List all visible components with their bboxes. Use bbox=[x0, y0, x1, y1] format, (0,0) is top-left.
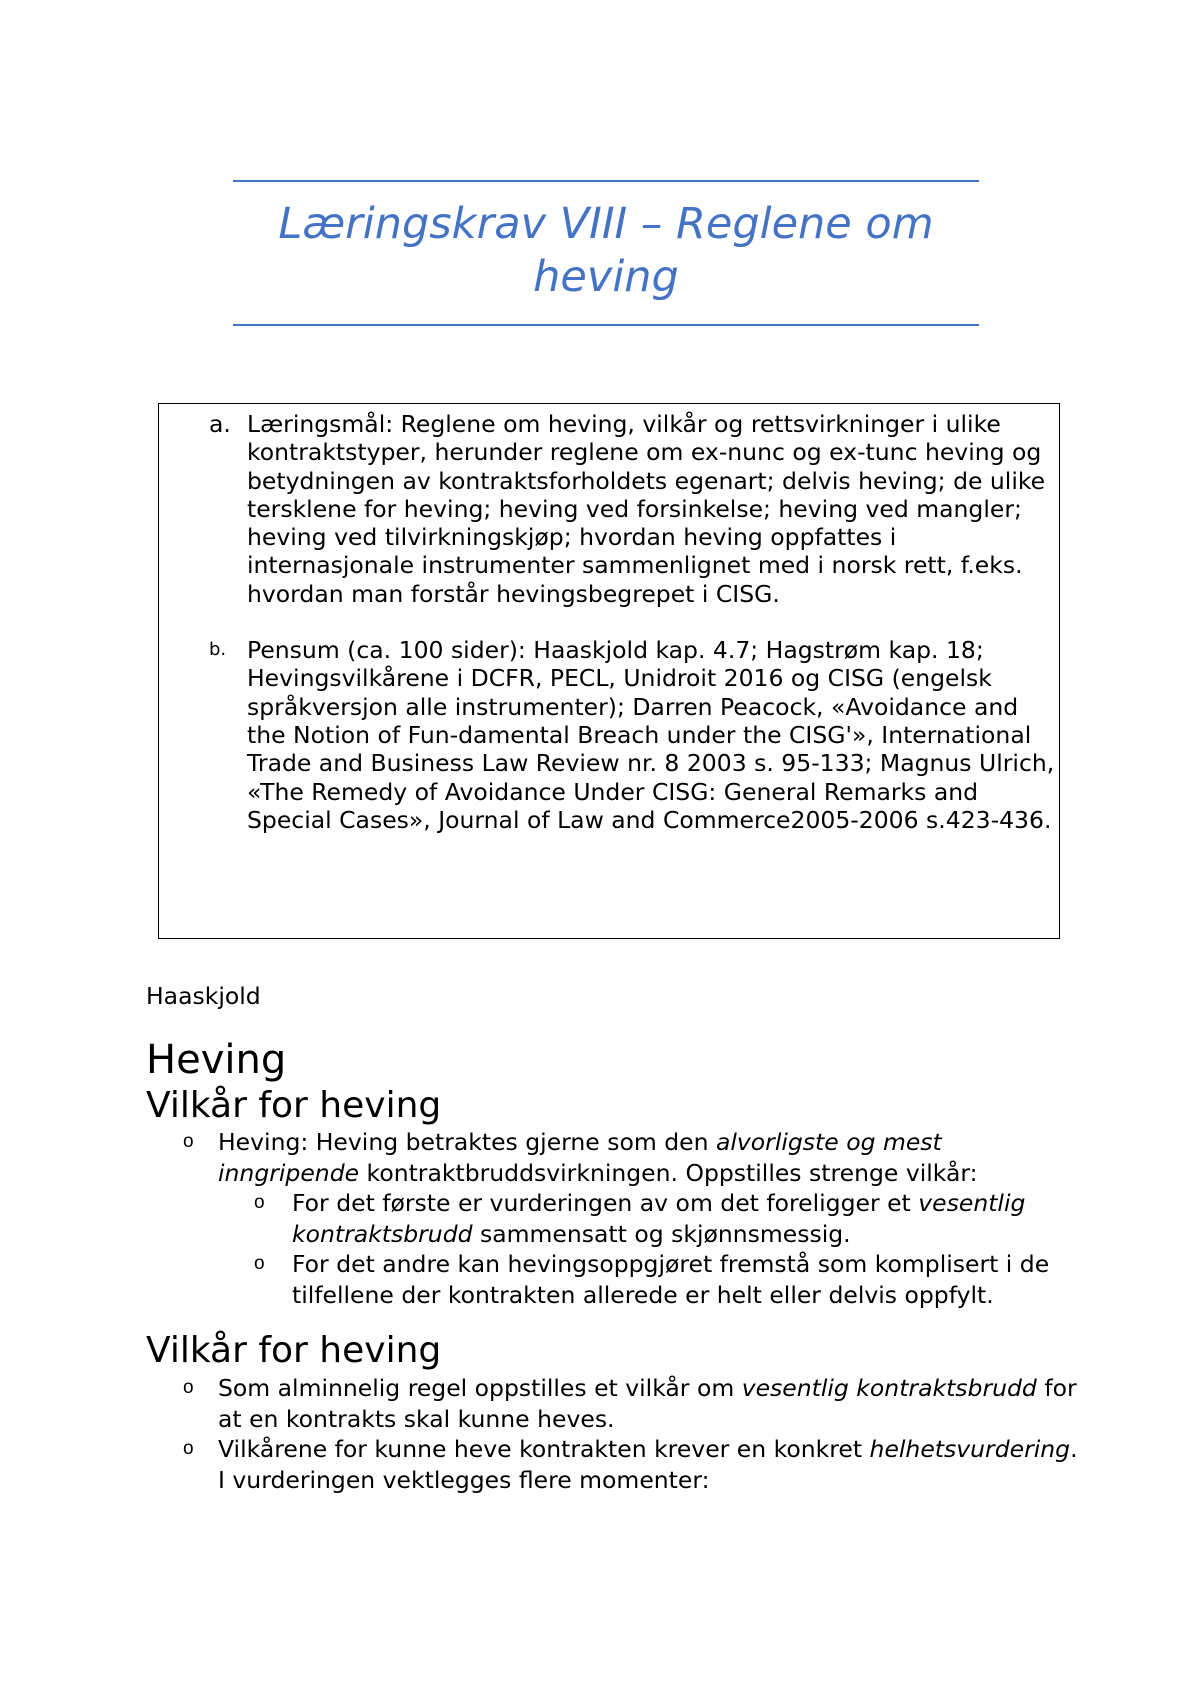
item-text: For det første er vurderingen av om det foreligger et bbox=[292, 1189, 919, 1217]
item-text: kontraktbruddsvirkningen. Oppstilles strenge vilkår: bbox=[359, 1158, 978, 1187]
item-text: . I vurderingen vektlegges flere momenter: bbox=[218, 1435, 1078, 1494]
item-emphasis: vesentlig kontraktsbrudd bbox=[741, 1374, 1037, 1402]
learning-goals-list bbox=[209, 410, 1059, 834]
goal-marker: a. bbox=[209, 410, 231, 438]
heading-heving: Heving bbox=[146, 1037, 287, 1083]
list-item bbox=[183, 1127, 1083, 1310]
goal-marker: b. bbox=[209, 639, 227, 661]
bullet-circle-icon: o bbox=[254, 1253, 265, 1274]
list-item bbox=[254, 1249, 1083, 1310]
item-text: Vilkårene for kunne heve kontrakten krever en konkret bbox=[218, 1435, 870, 1463]
item-emphasis: helhetsvurdering bbox=[869, 1435, 1071, 1463]
goal-text: Pensum (ca. 100 sider): Haaskjold kap. 4.7; Hagstrøm kap. 18; Hevingsvilkårene i DCFR, PECL, Unidroit 2016 og CISG (engelsk språkversjon alle instrumenter); Darren Peacock, «Avoidance and the Notion of Fun-damental Breach under the CISG'», International Trade and Business Law Review nr. 8 2003 s. 95-133; Magnus Ulrich, «The Remedy of Avoidance Under CISG: General Remarks and Special Cases», Journal of Law and Commerce2005-2006 s.423-436. bbox=[247, 636, 1055, 834]
item-emphasis: vesentlig kontraktsbrudd bbox=[292, 1189, 1026, 1248]
item-text: sammensatt og skjønnsmessig. bbox=[472, 1219, 851, 1248]
document-title: Læringskrav VIII – Reglene om heving bbox=[278, 199, 934, 302]
section-label: Haaskjold bbox=[146, 982, 261, 1010]
bullet-circle-icon: o bbox=[254, 1192, 265, 1213]
item-text: Heving: Heving betraktes gjerne som den bbox=[218, 1128, 716, 1156]
goal-text: Læringsmål: Reglene om heving, vilkår og rettsvirkninger i ulike kontraktstyper, herunder reglene om ex-nunc og ex-tunc heving og betydningen av kontraktsforholdets egenart; delvis heving; de ulike tersklene for heving; heving ved forsinkelse; heving ved mangler; heving ved tilvirkningskjøp; hvordan heving oppfattes i internasjonale instrumenter sammenlignet med i norsk rett, f.eks. hvordan man forstår hevingsbegrepet i CISG. bbox=[247, 410, 1046, 608]
item-text: Som alminnelig regel oppstilles et vilkår om bbox=[218, 1374, 742, 1402]
bullet-circle-icon: o bbox=[183, 1438, 194, 1459]
item-text: For det andre kan hevingsoppgjøret fremstå som komplisert i de tilfellene der kontrakten allerede er helt eller delvis oppfylt. bbox=[292, 1250, 1050, 1309]
item-text: for at en kontrakts skal kunne heves. bbox=[218, 1374, 1077, 1433]
bullet-list bbox=[183, 1127, 1083, 1310]
item-emphasis: alvorligste og mest inngripende bbox=[218, 1128, 942, 1187]
list-item bbox=[183, 1434, 1083, 1495]
subheading-vilkar-1: Vilkår for heving bbox=[146, 1085, 442, 1126]
list-item bbox=[254, 1188, 1083, 1249]
subheading-vilkar-2: Vilkår for heving bbox=[146, 1330, 442, 1371]
sub-bullet-list bbox=[218, 1188, 1083, 1310]
bullet-circle-icon: o bbox=[183, 1377, 194, 1398]
reading-list-item bbox=[209, 636, 1059, 834]
list-item bbox=[183, 1373, 1083, 1434]
learning-goal-item bbox=[209, 410, 1059, 608]
title-rule-bottom bbox=[233, 324, 979, 326]
bullet-circle-icon: o bbox=[183, 1131, 194, 1152]
title-rule-top bbox=[233, 180, 979, 182]
bullet-list bbox=[183, 1373, 1083, 1495]
